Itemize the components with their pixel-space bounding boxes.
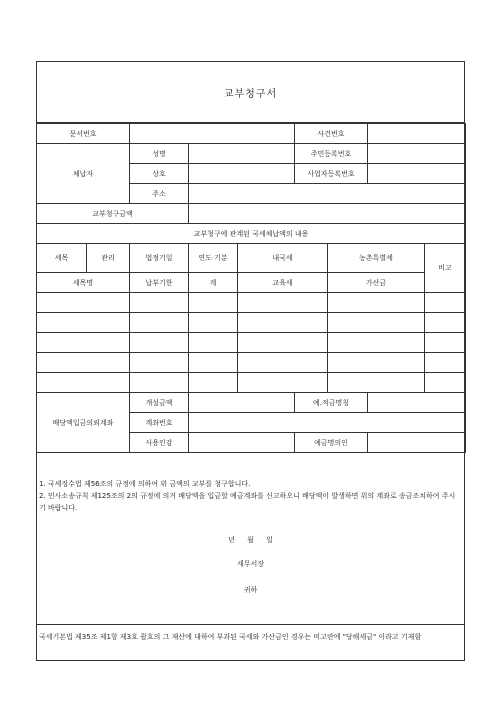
note-1: 1. 국세징수법 제56조의 규정에 의하여 위 금액의 교부를 청구합니다. — [39, 480, 251, 488]
address-field[interactable] — [189, 184, 466, 204]
national-tax-label: 내국세 — [238, 244, 328, 273]
seal-label: 사용인감 — [130, 433, 189, 453]
footer-note: 국세기본법 제35조 제1항 제3호 괄호의 그 재산에 대하여 부과된 국세와 가산금인 경우는 비고란에 "당해세금" 이라고 기재함 — [37, 624, 464, 660]
additional-tax-label: 가산금 — [328, 273, 425, 293]
case-no-label: 사건번호 — [295, 124, 368, 144]
rural-tax-label: 농촌특별세 — [328, 244, 425, 273]
management-label: 관리 — [87, 244, 130, 273]
deposit-type-label: 예.적금명칭 — [295, 393, 368, 413]
claim-amount-field[interactable] — [189, 204, 466, 224]
table-row — [37, 313, 466, 333]
bank-name-label: 개설금액 — [130, 393, 189, 413]
table-row — [37, 333, 466, 353]
business-no-field[interactable] — [368, 164, 466, 184]
tax-item-label: 세목 — [37, 244, 87, 273]
name-label: 성명 — [130, 144, 189, 164]
name-field[interactable] — [189, 144, 295, 164]
date-line: 년 월 일 — [228, 536, 273, 544]
doc-no-field[interactable] — [130, 124, 295, 144]
section-header: 교부청구에 관계된 국세체납액의 내용 — [37, 224, 466, 244]
resident-no-field[interactable] — [368, 144, 466, 164]
taxpayer-label: 체납자 — [37, 144, 130, 204]
form-title: 교부청구서 — [37, 62, 464, 123]
tax-office-line: 세무서장 — [236, 560, 265, 568]
notes-section — [37, 472, 464, 594]
company-label: 상호 — [130, 164, 189, 184]
claim-form — [36, 61, 465, 661]
year-period-label: 연도·기분 — [189, 244, 238, 273]
resident-no-label: 주민등록번호 — [295, 144, 368, 164]
tax-name-label: 세목명 — [37, 273, 130, 293]
seal-field[interactable] — [189, 433, 295, 453]
claim-amount-label: 교부청구금액 — [37, 204, 189, 224]
table-row — [37, 353, 466, 373]
table-row — [37, 373, 466, 393]
doc-no-label: 문서번호 — [37, 124, 130, 144]
due-date-label: 법정기일 — [130, 244, 189, 273]
bank-name-field[interactable] — [189, 393, 295, 413]
education-tax-label: 교육세 — [238, 273, 328, 293]
address-label: 주소 — [130, 184, 189, 204]
depositor-field[interactable] — [368, 433, 466, 453]
note-2: 2. 민사소송규칙 제125조의 2의 규정에 의거 배당액을 입금할 예금계좌를 신고하오니 배당액이 발생하면 위의 계좌로 송금조치하여 주시기 바랍니다. — [39, 492, 456, 512]
company-field[interactable] — [189, 164, 295, 184]
business-no-label: 사업자등록번호 — [295, 164, 368, 184]
form-table — [36, 123, 466, 453]
account-no-label: 계좌번호 — [130, 413, 189, 433]
depositor-label: 예금명의인 — [295, 433, 368, 453]
table-row — [37, 293, 466, 313]
regards-line: 귀하 — [243, 586, 258, 594]
remarks-label: 비고 — [425, 244, 466, 293]
deposit-type-field[interactable] — [368, 393, 466, 413]
dividend-account-label: 배당액입금의뢰계좌 — [37, 393, 130, 453]
payment-deadline-label: 납부기한 — [130, 273, 189, 293]
total-label: 계 — [189, 273, 238, 293]
account-no-field[interactable] — [189, 413, 466, 433]
case-no-field[interactable] — [368, 124, 466, 144]
